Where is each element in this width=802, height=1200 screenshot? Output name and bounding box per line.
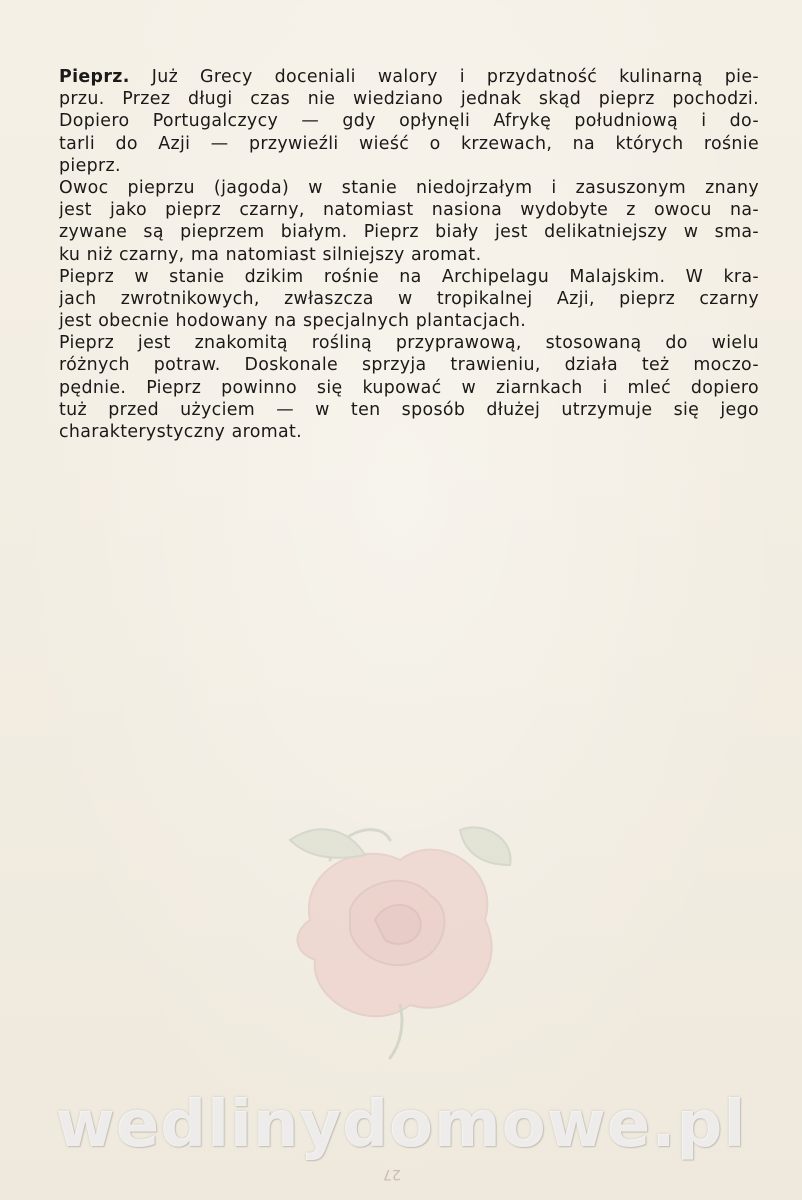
article-line: pędnie. Pieprz powinno się kupować w ziarnkach i mleć dopiero [59, 377, 759, 398]
article-line: Owoc pieprzu (jagoda) w stanie niedojrzałym i zasuszonym znany [59, 177, 759, 198]
article-line: różnych potraw. Doskonale sprzyja trawieniu, działa też moczo- [59, 355, 759, 376]
article-line: Pieprz jest znakomitą rośliną przyprawową, stosowaną do wielu [59, 333, 759, 354]
article-line: pieprz. [59, 155, 121, 176]
article-line: jest obecnie hodowany na specjalnych plantacjach. [59, 311, 527, 332]
watermark: wedlinydomowe.pl [55, 1088, 747, 1162]
rose-illustration-bleedthrough [270, 800, 530, 1060]
article-line: tuż przed użyciem — w ten sposób dłużej utrzymuje się jego [59, 399, 759, 420]
article-lead-word: Pieprz. [59, 67, 130, 87]
article-line: zywane są pieprzem białym. Pieprz biały jest delikatniejszy w sma- [59, 222, 759, 243]
page-number: 27 [383, 1166, 401, 1182]
article-line: Pieprz w stanie dzikim rośnie na Archipelagu Malajskim. W kra- [59, 266, 759, 287]
article-line: Dopiero Portugalczycy — gdy opłynęli Afrykę południową i do- [59, 111, 759, 132]
article-line: jach zwrotnikowych, zwłaszcza w tropikalnej Azji, pieprz czarny [59, 288, 759, 309]
article-line: tarli do Azji — przywieźli wieść o krzewach, na których rośnie [59, 133, 759, 154]
article-text [59, 66, 759, 443]
article-line: Pieprz. Już Grecy doceniali walory i przydatność kulinarną pie- [59, 67, 759, 87]
article-line: jest jako pieprz czarny, natomiast nasiona wydobyte z owocu na- [59, 200, 759, 221]
article-line: ku niż czarny, ma natomiast silniejszy aromat. [59, 244, 482, 265]
article-line: przu. Przez długi czas nie wiedziano jednak skąd pieprz pochodzi. [59, 89, 759, 110]
article-line: charakterystyczny aromat. [59, 422, 303, 442]
